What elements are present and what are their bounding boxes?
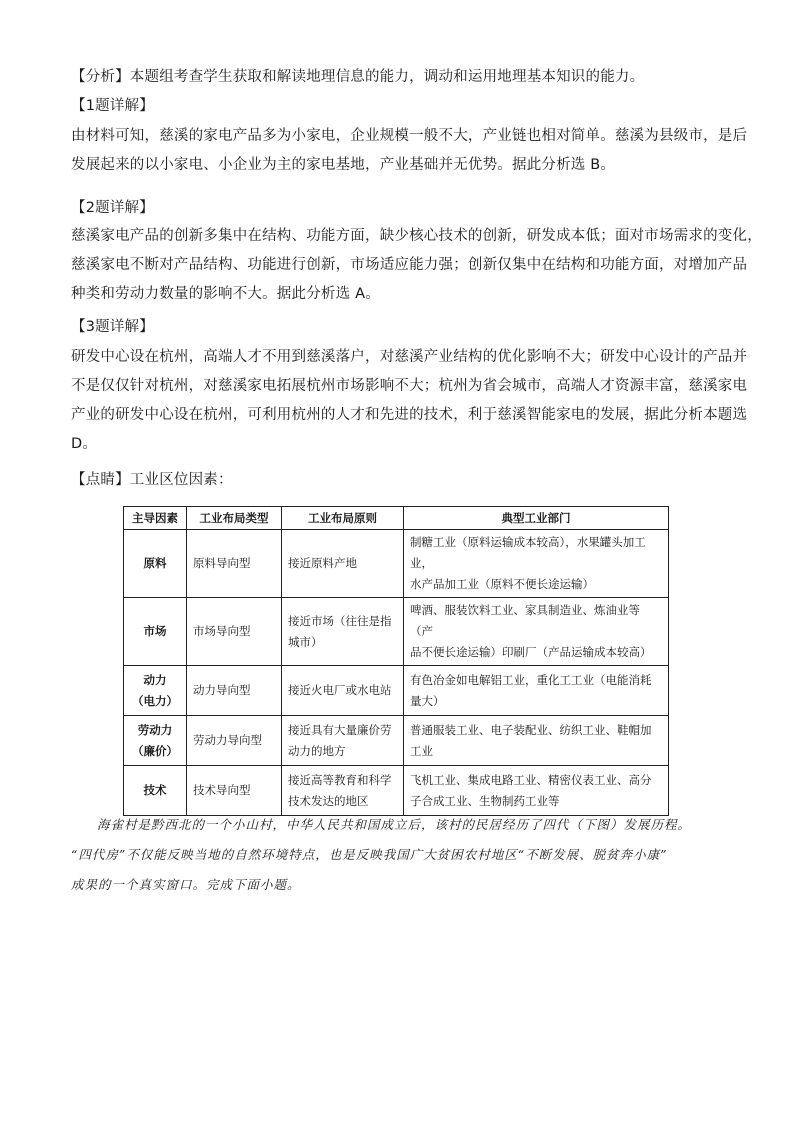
text-line: 由材料可知，慈溪的家电产品多为小家电，企业规模一般不大，产业链也相对简单。慈溪为县级市，是后 xyxy=(71,128,748,144)
text-line: 慈溪家电不断对产品结构、功能进行创新，市场适应能力强；创新仅集中在结构和功能方面，对增加产品 xyxy=(71,257,748,273)
principle-cell: 接近原料产地 xyxy=(282,530,404,598)
text-line: 海雀村是黔西北的一个小山村，中华人民共和国成立后，该村的民居经历了四代（下图）发展历程。 xyxy=(97,817,692,832)
table-row xyxy=(124,716,669,766)
factor-cell: 市场 xyxy=(124,598,187,666)
factor-cell: 动力 （电力） xyxy=(124,666,187,716)
factor-cell: 劳动力 （廉价） xyxy=(124,716,187,766)
factor-cell: 技术 xyxy=(124,766,187,816)
principle-cell: 接近市场（往往是指 城市） xyxy=(282,598,404,666)
text-line: “四代房”不仅能反映当地的自然环境特点，也是反映我国广大贫困农村地区“不断发展、脱贫奔小康” xyxy=(71,847,668,862)
text-line: 不是仅仅针对杭州，对慈溪家电拓展杭州市场影响不大；杭州为省会城市，高端人才资源丰富，慈溪家电 xyxy=(71,378,748,394)
examples-cell: 制糖工业（原料运输成本较高），水果罐头加工业， 水产品加工业（原料不便长途运输） xyxy=(404,530,669,598)
text-line: 成果的一个真实窗口。完成下面小题。 xyxy=(71,877,301,892)
text-line: 慈溪家电产品的创新多集中在结构、功能方面，缺少核心技术的创新，研发成本低；面对市场需求的变化， xyxy=(71,228,762,244)
column-header: 工业布局原则 xyxy=(282,507,404,530)
q3-explanation xyxy=(71,343,748,459)
examples-cell: 普通服装工业、电子装配业、纺织工业、鞋帽加 工业 xyxy=(404,716,669,766)
text-line: 研发中心设在杭州，高端人才不用到慈溪落户，对慈溪产业结构的优化影响不大；研发中心设计的产品并 xyxy=(71,349,748,365)
column-header: 工业布局类型 xyxy=(187,507,282,530)
q2-explanation xyxy=(71,222,762,309)
type-cell: 劳动力导向型 xyxy=(187,716,282,766)
principle-cell: 接近高等教育和科学 技术发达的地区 xyxy=(282,766,404,816)
column-header: 典型工业部门 xyxy=(404,507,669,530)
factor-cell: 原料 xyxy=(124,530,187,598)
column-header: 主导因素 xyxy=(124,507,187,530)
type-cell: 动力导向型 xyxy=(187,666,282,716)
text-line: D。 xyxy=(71,436,98,452)
text-line: 发展起来的以小家电、小企业为主的家电基地，产业基础并无优势。据此分析选 B。 xyxy=(71,157,616,173)
industrial-location-table xyxy=(123,506,669,816)
q1-explanation xyxy=(71,122,748,180)
table-row xyxy=(124,598,669,666)
type-cell: 原料导向型 xyxy=(187,530,282,598)
examples-cell: 飞机工业、集成电路工业、精密仪表工业、高分 子合成工业、生物制药工业等 xyxy=(404,766,669,816)
key-point-heading: 【点睛】工业区位因素： xyxy=(71,472,233,488)
q3-heading: 【3题详解】 xyxy=(71,319,154,335)
type-cell: 市场导向型 xyxy=(187,598,282,666)
principle-cell: 接近火电厂或水电站 xyxy=(282,666,404,716)
q2-heading: 【2题详解】 xyxy=(71,200,154,216)
examples-cell: 啤酒、服装饮料工业、家具制造业、炼油业等（产 品不便长途运输）印刷厂（产品运输成本较高） xyxy=(404,598,669,666)
table-row xyxy=(124,766,669,816)
principle-cell: 接近具有大量廉价劳 动力的地方 xyxy=(282,716,404,766)
text-line: 产业的研发中心设在杭州，可利用杭州的人才和先进的技术，利于慈溪智能家电的发展，据此分析本题选 xyxy=(71,407,748,423)
next-question-intro xyxy=(71,810,735,900)
examples-cell: 有色冶金如电解铝工业，重化工工业（电能消耗 量大） xyxy=(404,666,669,716)
q1-heading: 【1题详解】 xyxy=(71,98,154,114)
table-row xyxy=(124,530,669,598)
type-cell: 技术导向型 xyxy=(187,766,282,816)
analysis-paragraph xyxy=(71,63,735,92)
table-header-row xyxy=(124,507,669,530)
table-row xyxy=(124,666,669,716)
text-line: 种类和劳动力数量的影响不大。据此分析选 A。 xyxy=(71,286,380,302)
analysis-text: 【分析】本题组考查学生获取和解读地理信息的能力，调动和运用地理基本知识的能力。 xyxy=(71,69,645,85)
